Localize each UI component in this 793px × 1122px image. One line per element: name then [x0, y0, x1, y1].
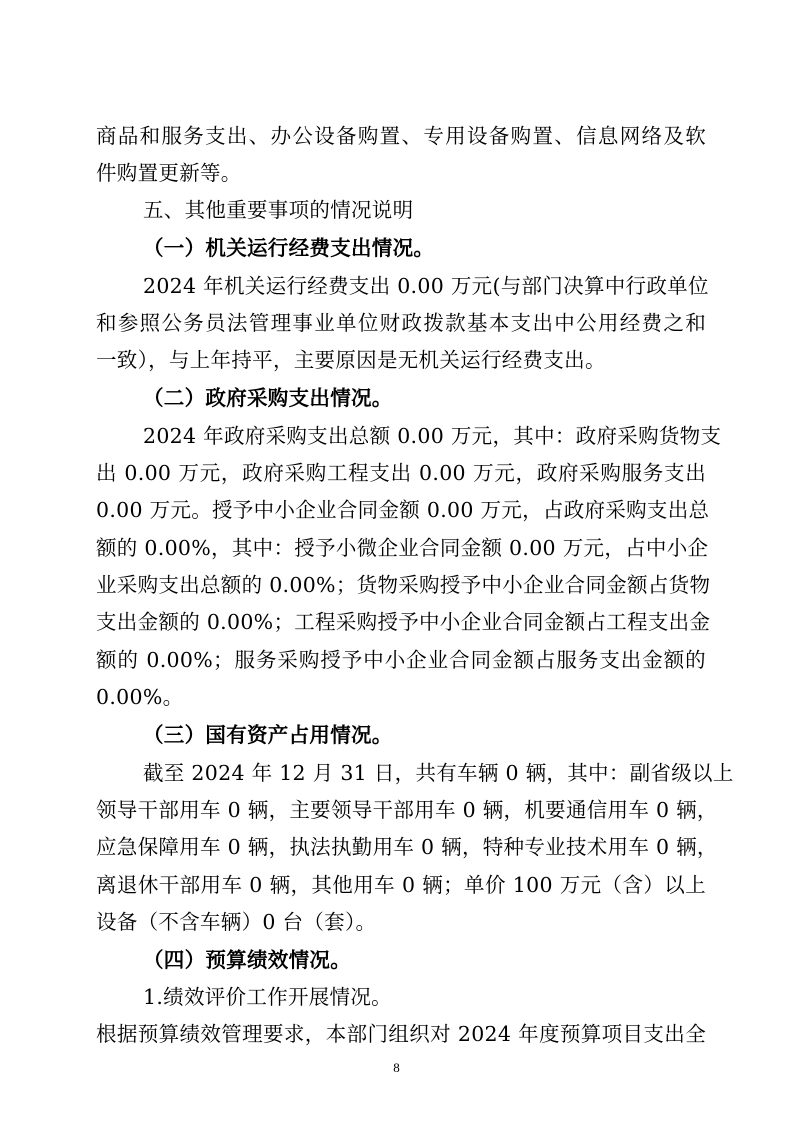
subsection-heading: （二）政府采购支出情况。	[143, 386, 393, 410]
body-text-line: 0.00 万元。授予中小企业合同金额 0.00 万元，占政府采购支出总	[96, 498, 710, 522]
body-text-line: 领导干部用车 0 辆，主要领导干部用车 0 辆，机要通信用车 0 辆，	[96, 798, 718, 822]
body-text-line: 截至 2024 年 12 月 31 日，共有车辆 0 辆，其中：副省级以上	[143, 761, 734, 785]
numbered-item: 1.绩效评价工作开展情况。	[143, 985, 392, 1009]
section-heading: 五、其他重要事项的情况说明	[143, 198, 414, 222]
body-text-line: 应急保障用车 0 辆，执法执勤用车 0 辆，特种专业技术用车 0 辆，	[96, 835, 718, 859]
body-text-line: 业采购支出总额的 0.00%；货物采购授予中小企业合同金额占货物	[96, 573, 711, 597]
subsection-heading: （一）机关运行经费支出情况。	[143, 236, 435, 260]
body-text-line: 离退休干部用车 0 辆，其他用车 0 辆；单价 100 万元（含）以上	[96, 873, 706, 897]
body-text-line: 2024 年政府采购支出总额 0.00 万元，其中：政府采购货物支	[143, 424, 722, 448]
body-text-line: 根据预算绩效管理要求，本部门组织对 2024 年度预算项目支出全	[96, 1022, 706, 1046]
body-text-line: 一致），与上年持平，主要原因是无机关运行经费支出。	[96, 348, 606, 372]
body-text-line: 额的 0.00%，其中：授予小微企业合同金额 0.00 万元，占中小企	[96, 536, 709, 560]
body-text-line: 和参照公务员法管理事业单位财政拨款基本支出中公用经费之和	[96, 311, 706, 335]
body-text-line: 2024 年机关运行经费支出 0.00 万元(与部门决算中行政单位	[143, 274, 709, 298]
page-number: 8	[393, 1060, 400, 1075]
body-text-line: 支出金额的 0.00%；工程采购授予中小企业合同金额占工程支出金	[96, 610, 711, 634]
subsection-heading: （四）预算绩效情况。	[143, 948, 351, 972]
body-text-line: 出 0.00 万元，政府采购工程支出 0.00 万元，政府采购服务支出	[96, 461, 706, 485]
body-text-line: 设备（不含车辆）0 台（套）。	[96, 910, 377, 934]
subsection-heading: （三）国有资产占用情况。	[143, 723, 393, 747]
body-text-line: 0.00%。	[96, 685, 184, 709]
body-text-line: 件购置更新等。	[96, 161, 242, 185]
body-text-line: 商品和服务支出、办公设备购置、专用设备购置、信息网络及软	[96, 124, 706, 148]
body-text-line: 额的 0.00%；服务采购授予中小企业合同金额占服务支出金额的	[96, 648, 706, 672]
